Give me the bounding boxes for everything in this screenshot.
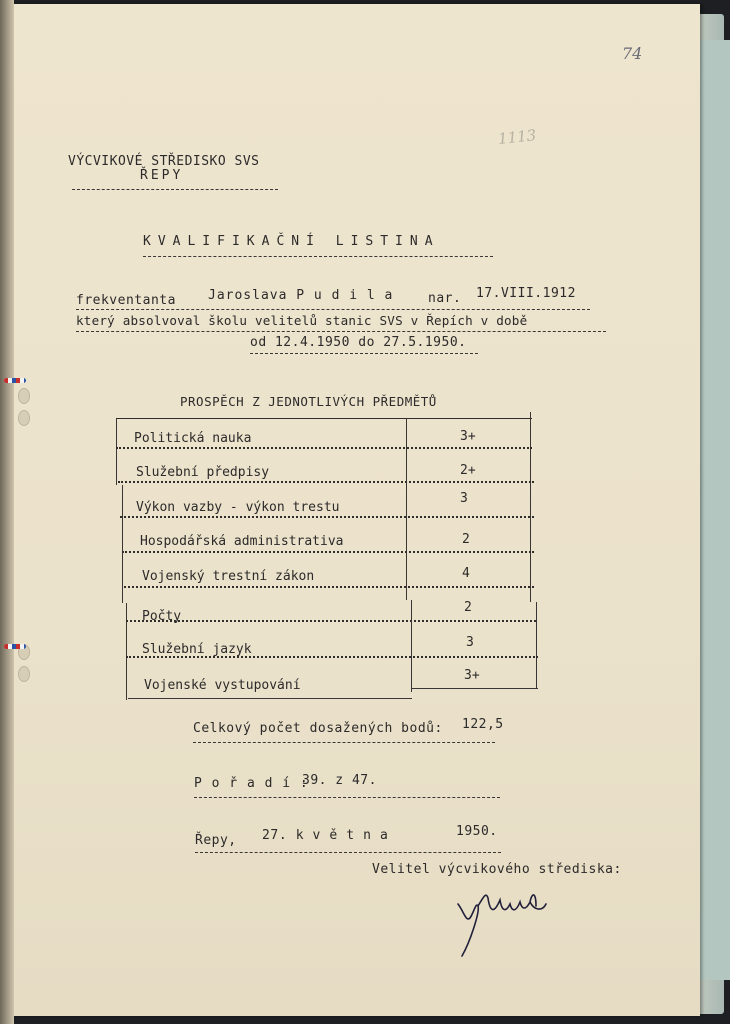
row-separator	[124, 586, 534, 588]
student-prefix: frekventanta	[76, 293, 176, 308]
table-bottom-border	[128, 698, 412, 699]
pencil-mark: 1113	[497, 126, 538, 148]
subject-cell: Vojenský trestní zákon	[142, 569, 315, 584]
row-separator	[120, 516, 534, 518]
row-separator	[122, 551, 534, 553]
grade-cell: 2	[462, 532, 470, 547]
points-underline	[193, 742, 495, 743]
grade-cell: 3+	[460, 429, 476, 444]
row-separator	[118, 481, 534, 483]
student-line-underline	[76, 309, 590, 310]
year: 1950.	[456, 824, 498, 839]
table-left-border-top	[116, 419, 117, 485]
grade-cell: 2+	[460, 463, 476, 478]
table-top-border	[116, 418, 532, 419]
grades-title: PROSPĚCH Z JEDNOTLIVÝCH PŘEDMĚTŮ	[180, 394, 437, 409]
subject-cell: Výkon vazby - výkon trestu	[136, 500, 340, 515]
rank-value: 39. z 47.	[302, 773, 377, 788]
binder-hole	[18, 666, 30, 682]
grade-cell: 3	[466, 635, 474, 650]
date-underline	[195, 852, 501, 853]
born-date: 17.VIII.1912	[476, 286, 576, 301]
points-value: 122,5	[462, 717, 504, 732]
binder-hole	[18, 388, 30, 404]
table-bottom-border-right	[412, 688, 538, 689]
course-description: který absolvoval školu velitelů stanic SVS v Řepích v době	[76, 313, 528, 328]
grade-cell: 3+	[464, 668, 480, 683]
document-sheet	[0, 4, 700, 1016]
signatory-role: Velitel výcvikového střediska:	[372, 862, 622, 877]
subject-cell: Politická nauka	[134, 431, 252, 446]
table-right-border-bottom	[536, 602, 537, 688]
document-title: KVALIFIKAČNÍ LISTINA	[143, 234, 440, 249]
table-left-border-bottom	[126, 603, 127, 700]
title-underline	[143, 256, 493, 257]
course-dates: od 12.4.1950 do 27.5.1950.	[250, 335, 467, 350]
binding-edge	[0, 0, 14, 1024]
subject-cell: Služební jazyk	[142, 642, 252, 657]
rank-label: P o ř a d í :	[194, 776, 309, 791]
dates-underline	[250, 353, 478, 354]
binding-string	[4, 378, 26, 383]
binder-hole	[18, 410, 30, 426]
grade-cell: 3	[460, 491, 468, 506]
student-name: Jaroslava P u d i l a	[208, 288, 394, 303]
grade-cell: 2	[464, 600, 472, 615]
subject-cell: Počty	[142, 609, 182, 624]
born-label: nar.	[428, 291, 462, 306]
institution-name: VÝCVIKOVÉ STŘEDISKO SVS	[68, 154, 260, 169]
table-left-border-mid	[122, 485, 123, 603]
rank-underline	[194, 797, 500, 798]
page-stack-edge-2	[700, 40, 730, 980]
subject-cell: Služební předpisy	[136, 465, 270, 480]
header-underline	[72, 189, 278, 190]
page-number: 74	[622, 44, 643, 63]
subject-cell: Hospodářská administrativa	[140, 534, 344, 549]
table-right-border-top	[530, 412, 531, 602]
grade-cell: 4	[462, 566, 470, 581]
points-label: Celkový počet dosažených bodů:	[193, 721, 443, 736]
subject-cell: Vojenské vystupování	[144, 678, 301, 693]
row-separator	[116, 447, 532, 449]
institution-location: ŘEPY	[140, 168, 184, 183]
table-column-divider-bottom	[411, 600, 412, 692]
course-underline	[76, 331, 606, 332]
date: 27. k v ě t n a	[262, 828, 389, 843]
handwritten-signature	[450, 882, 560, 962]
place: Řepy,	[195, 833, 237, 848]
row-separator	[126, 620, 536, 622]
table-column-divider-top	[406, 418, 407, 600]
binding-string	[4, 644, 26, 649]
